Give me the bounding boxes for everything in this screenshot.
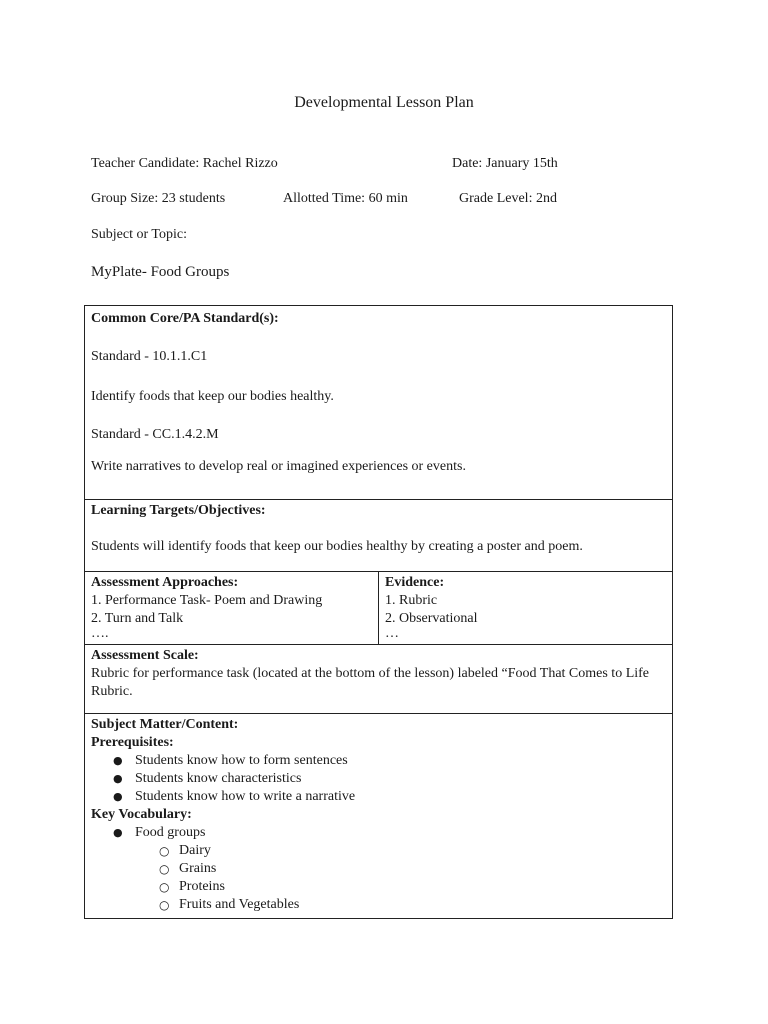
assessment-approaches-cell xyxy=(85,572,379,645)
subject-label: Subject or Topic: xyxy=(91,227,187,242)
vocabulary-heading: Key Vocabulary: xyxy=(91,807,192,822)
list-item: ○ Grains xyxy=(159,860,666,878)
approach-item: …. xyxy=(91,626,109,641)
objectives-cell xyxy=(85,500,673,572)
lesson-topic: MyPlate- Food Groups xyxy=(91,264,230,280)
content-heading: Subject Matter/Content: xyxy=(91,717,239,732)
assessment-row xyxy=(85,572,673,645)
list-item: ○ Dairy xyxy=(159,842,666,860)
assessment-approaches-heading: Assessment Approaches: xyxy=(91,575,239,590)
grade-level: Grade Level: 2nd xyxy=(459,191,557,206)
list-item: ○ Proteins xyxy=(159,878,666,896)
objectives-heading: Learning Targets/Objectives: xyxy=(91,503,266,518)
content-cell xyxy=(85,714,673,919)
lesson-plan-table xyxy=(84,305,673,919)
list-item xyxy=(113,824,666,914)
allotted-time: Allotted Time: 60 min xyxy=(283,191,408,206)
assessment-scale-row xyxy=(85,645,673,714)
standard-2-description: Write narratives to develop real or imagined experiences or events. xyxy=(91,459,466,474)
vocabulary-list xyxy=(91,824,666,914)
content-row xyxy=(85,714,673,919)
standard-1-description: Identify foods that keep our bodies healthy. xyxy=(91,389,334,404)
objectives-row xyxy=(85,500,673,572)
approach-item: 2. Turn and Talk xyxy=(91,611,184,626)
list-item: ○ Fruits and Vegetables xyxy=(159,896,666,914)
standards-heading: Common Core/PA Standard(s): xyxy=(91,311,279,326)
objectives-text: Students will identify foods that keep our bodies healthy by creating a poster and poem. xyxy=(91,539,583,554)
assessment-scale-heading: Assessment Scale: xyxy=(91,648,199,663)
list-item: ● Students know how to write a narrative xyxy=(113,788,666,806)
food-groups-list xyxy=(135,842,666,914)
evidence-heading: Evidence: xyxy=(385,575,445,590)
approach-item: 1. Performance Task- Poem and Drawing xyxy=(91,593,323,608)
standard-1: Standard - 10.1.1.C1 xyxy=(91,349,208,364)
assessment-scale-cell xyxy=(85,645,673,714)
prerequisites-list xyxy=(91,752,666,806)
teacher-candidate: Teacher Candidate: Rachel Rizzo xyxy=(91,156,278,171)
standards-cell xyxy=(85,306,673,500)
list-item: ● Students know characteristics xyxy=(113,770,666,788)
page-title: Developmental Lesson Plan xyxy=(294,94,474,111)
group-size: Group Size: 23 students xyxy=(91,191,226,206)
standard-2: Standard - CC.1.4.2.M xyxy=(91,427,219,442)
evidence-item: 1. Rubric xyxy=(385,593,438,608)
evidence-cell xyxy=(379,572,673,645)
evidence-item: … xyxy=(385,626,399,641)
vocabulary-item: Food groups xyxy=(135,825,206,840)
standards-row xyxy=(85,306,673,500)
assessment-scale-text: Rubric for performance task (located at the bottom of the lesson) labeled “Food That Comes to Life Rubric. xyxy=(91,666,650,699)
lesson-date: Date: January 15th xyxy=(452,156,558,171)
list-item: ● Students know how to form sentences xyxy=(113,752,666,770)
prerequisites-heading: Prerequisites: xyxy=(91,735,174,750)
evidence-item: 2. Observational xyxy=(385,611,478,626)
